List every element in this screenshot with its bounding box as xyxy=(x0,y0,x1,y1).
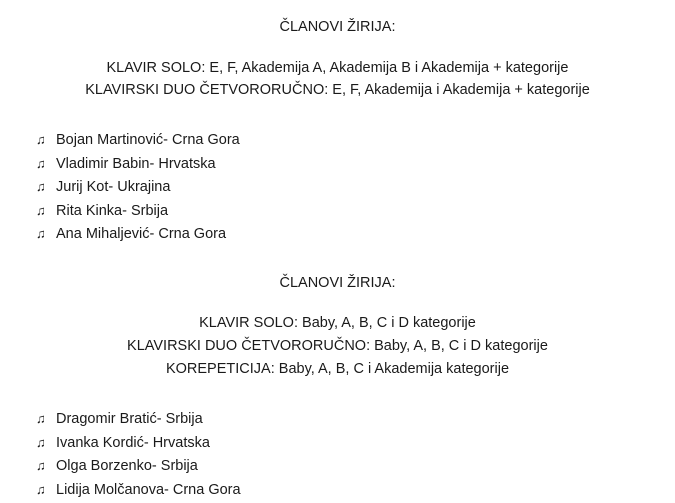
category-line: KOREPETICIJA: Baby, A, B, C i Akademija kategorije xyxy=(165,361,510,378)
music-note-icon: ♫ xyxy=(36,179,46,195)
list-item xyxy=(14,176,661,199)
list-item xyxy=(14,223,661,246)
category-line: KLAVIR SOLO: Baby, A, B, C i D kategorije xyxy=(199,315,476,332)
category-line: KLAVIRSKI DUO ČETVORORUČNO: E, F, Akademija i Akademija + kategorije xyxy=(85,82,590,99)
section-1-member-list xyxy=(14,129,661,246)
music-note-icon: ♫ xyxy=(36,155,46,171)
section-2-categories xyxy=(14,312,661,381)
music-note-icon: ♫ xyxy=(36,434,46,450)
music-note-icon: ♫ xyxy=(36,202,46,218)
spacer xyxy=(14,102,661,129)
category-line: KLAVIR SOLO: E, F, Akademija A, Akademija B i Akademija + kategorije xyxy=(106,59,569,76)
list-item xyxy=(14,408,661,431)
member-name: Bojan Martinović- Crna Gora xyxy=(56,132,240,149)
list-item xyxy=(14,432,661,455)
list-item xyxy=(14,200,661,223)
member-name: Vladimir Babin- Hrvatska xyxy=(56,155,216,172)
member-name: Rita Kinka- Srbija xyxy=(56,202,169,219)
list-item xyxy=(14,479,661,502)
member-name: Ana Mihaljević- Crna Gora xyxy=(56,226,227,243)
category-line: KLAVIRSKI DUO ČETVORORUČNO: Baby, A, B, C i D kategorije xyxy=(127,338,548,355)
jury-section-2 xyxy=(14,274,661,502)
spacer xyxy=(14,381,661,408)
section-2-member-list xyxy=(14,408,661,502)
list-item xyxy=(14,153,661,176)
jury-section-1 xyxy=(14,18,661,247)
spacer xyxy=(14,38,661,57)
music-note-icon: ♫ xyxy=(36,481,46,497)
music-note-icon: ♫ xyxy=(36,226,46,242)
member-name: Olga Borzenko- Srbija xyxy=(56,458,198,475)
music-note-icon: ♫ xyxy=(36,411,46,427)
section-2-heading: ČLANOVI ŽIRIJA: xyxy=(279,274,396,291)
spacer xyxy=(14,293,661,312)
member-name: Ivanka Kordić- Hrvatska xyxy=(56,434,210,451)
music-note-icon: ♫ xyxy=(36,458,46,474)
member-name: Dragomir Bratić- Srbija xyxy=(56,411,203,428)
member-name: Jurij Kot- Ukrajina xyxy=(56,179,171,196)
section-1-categories xyxy=(14,57,661,103)
list-item xyxy=(14,129,661,152)
list-item xyxy=(14,455,661,478)
spacer xyxy=(14,247,661,274)
member-name: Lidija Molčanova- Crna Gora xyxy=(56,481,241,498)
section-1-heading: ČLANOVI ŽIRIJA: xyxy=(279,19,396,35)
music-note-icon: ♫ xyxy=(36,132,46,148)
